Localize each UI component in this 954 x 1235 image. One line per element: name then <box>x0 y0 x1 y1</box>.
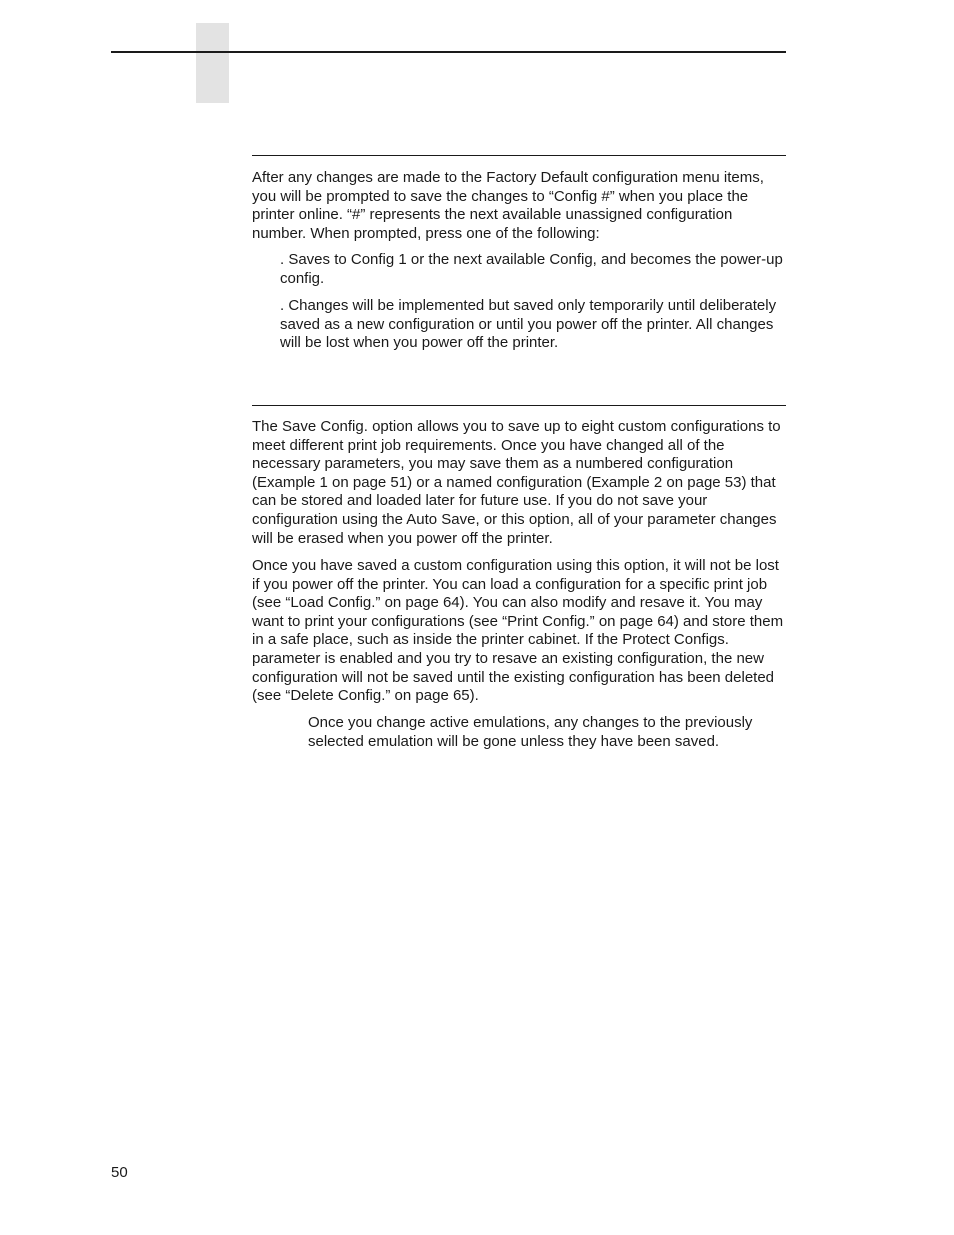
section-rule-factory-default <box>252 155 786 156</box>
option-save-description: . Saves to Config 1 or the next available Config, and becomes the power-up config. <box>280 251 783 287</box>
section-rule-save-config <box>252 405 786 406</box>
page-number: 50 <box>111 1164 128 1181</box>
option-temporary-description: . Changes will be implemented but saved only temporarily until deliberately saved as a new configuration or until you power off the printer. All changes will be lost when you power off the printer. <box>280 297 777 352</box>
save-config-paragraph-2: Once you have saved a custom configuration using this option, it will not be lost if you power off the printer. You can load a configuration for a specific print job (see “Load Config.” on page 64). You can also modify and resave it. You may want to print your configurations (see “Print Config.” on page 64) and store them in a safe place, such as inside the printer cabinet. If the Protect Configs. parameter is enabled and you try to resave an existing configuration, the new configuration will not be saved until the existing configuration has been deleted (see “Delete Config.” on page 65). <box>252 557 784 705</box>
factory-default-intro: After any changes are made to the Factory Default configuration menu items, you will be prompted to save the changes to “Config #” when you place the printer online. “#” represents the next available unassigned configuration number. When prompted, press one of the following: <box>252 169 764 242</box>
save-config-note: Once you change active emulations, any changes to the previously selected emulation will be gone unless they have been saved. <box>308 714 753 750</box>
save-config-paragraph-1: The Save Config. option allows you to save up to eight custom configurations to meet different print job requirements. Once you have changed all of the necessary parameters, you may save them as a numbered configuration (Example 1 on page 51) or a named configuration (Example 2 on page 53) that can be stored and loaded later for future use. If you do not save your configuration using the Auto Save, or this option, all of your parameter changes will be erased when you power off the printer. <box>252 418 781 547</box>
header-rule <box>111 51 786 53</box>
chapter-tab-marker <box>196 23 229 103</box>
